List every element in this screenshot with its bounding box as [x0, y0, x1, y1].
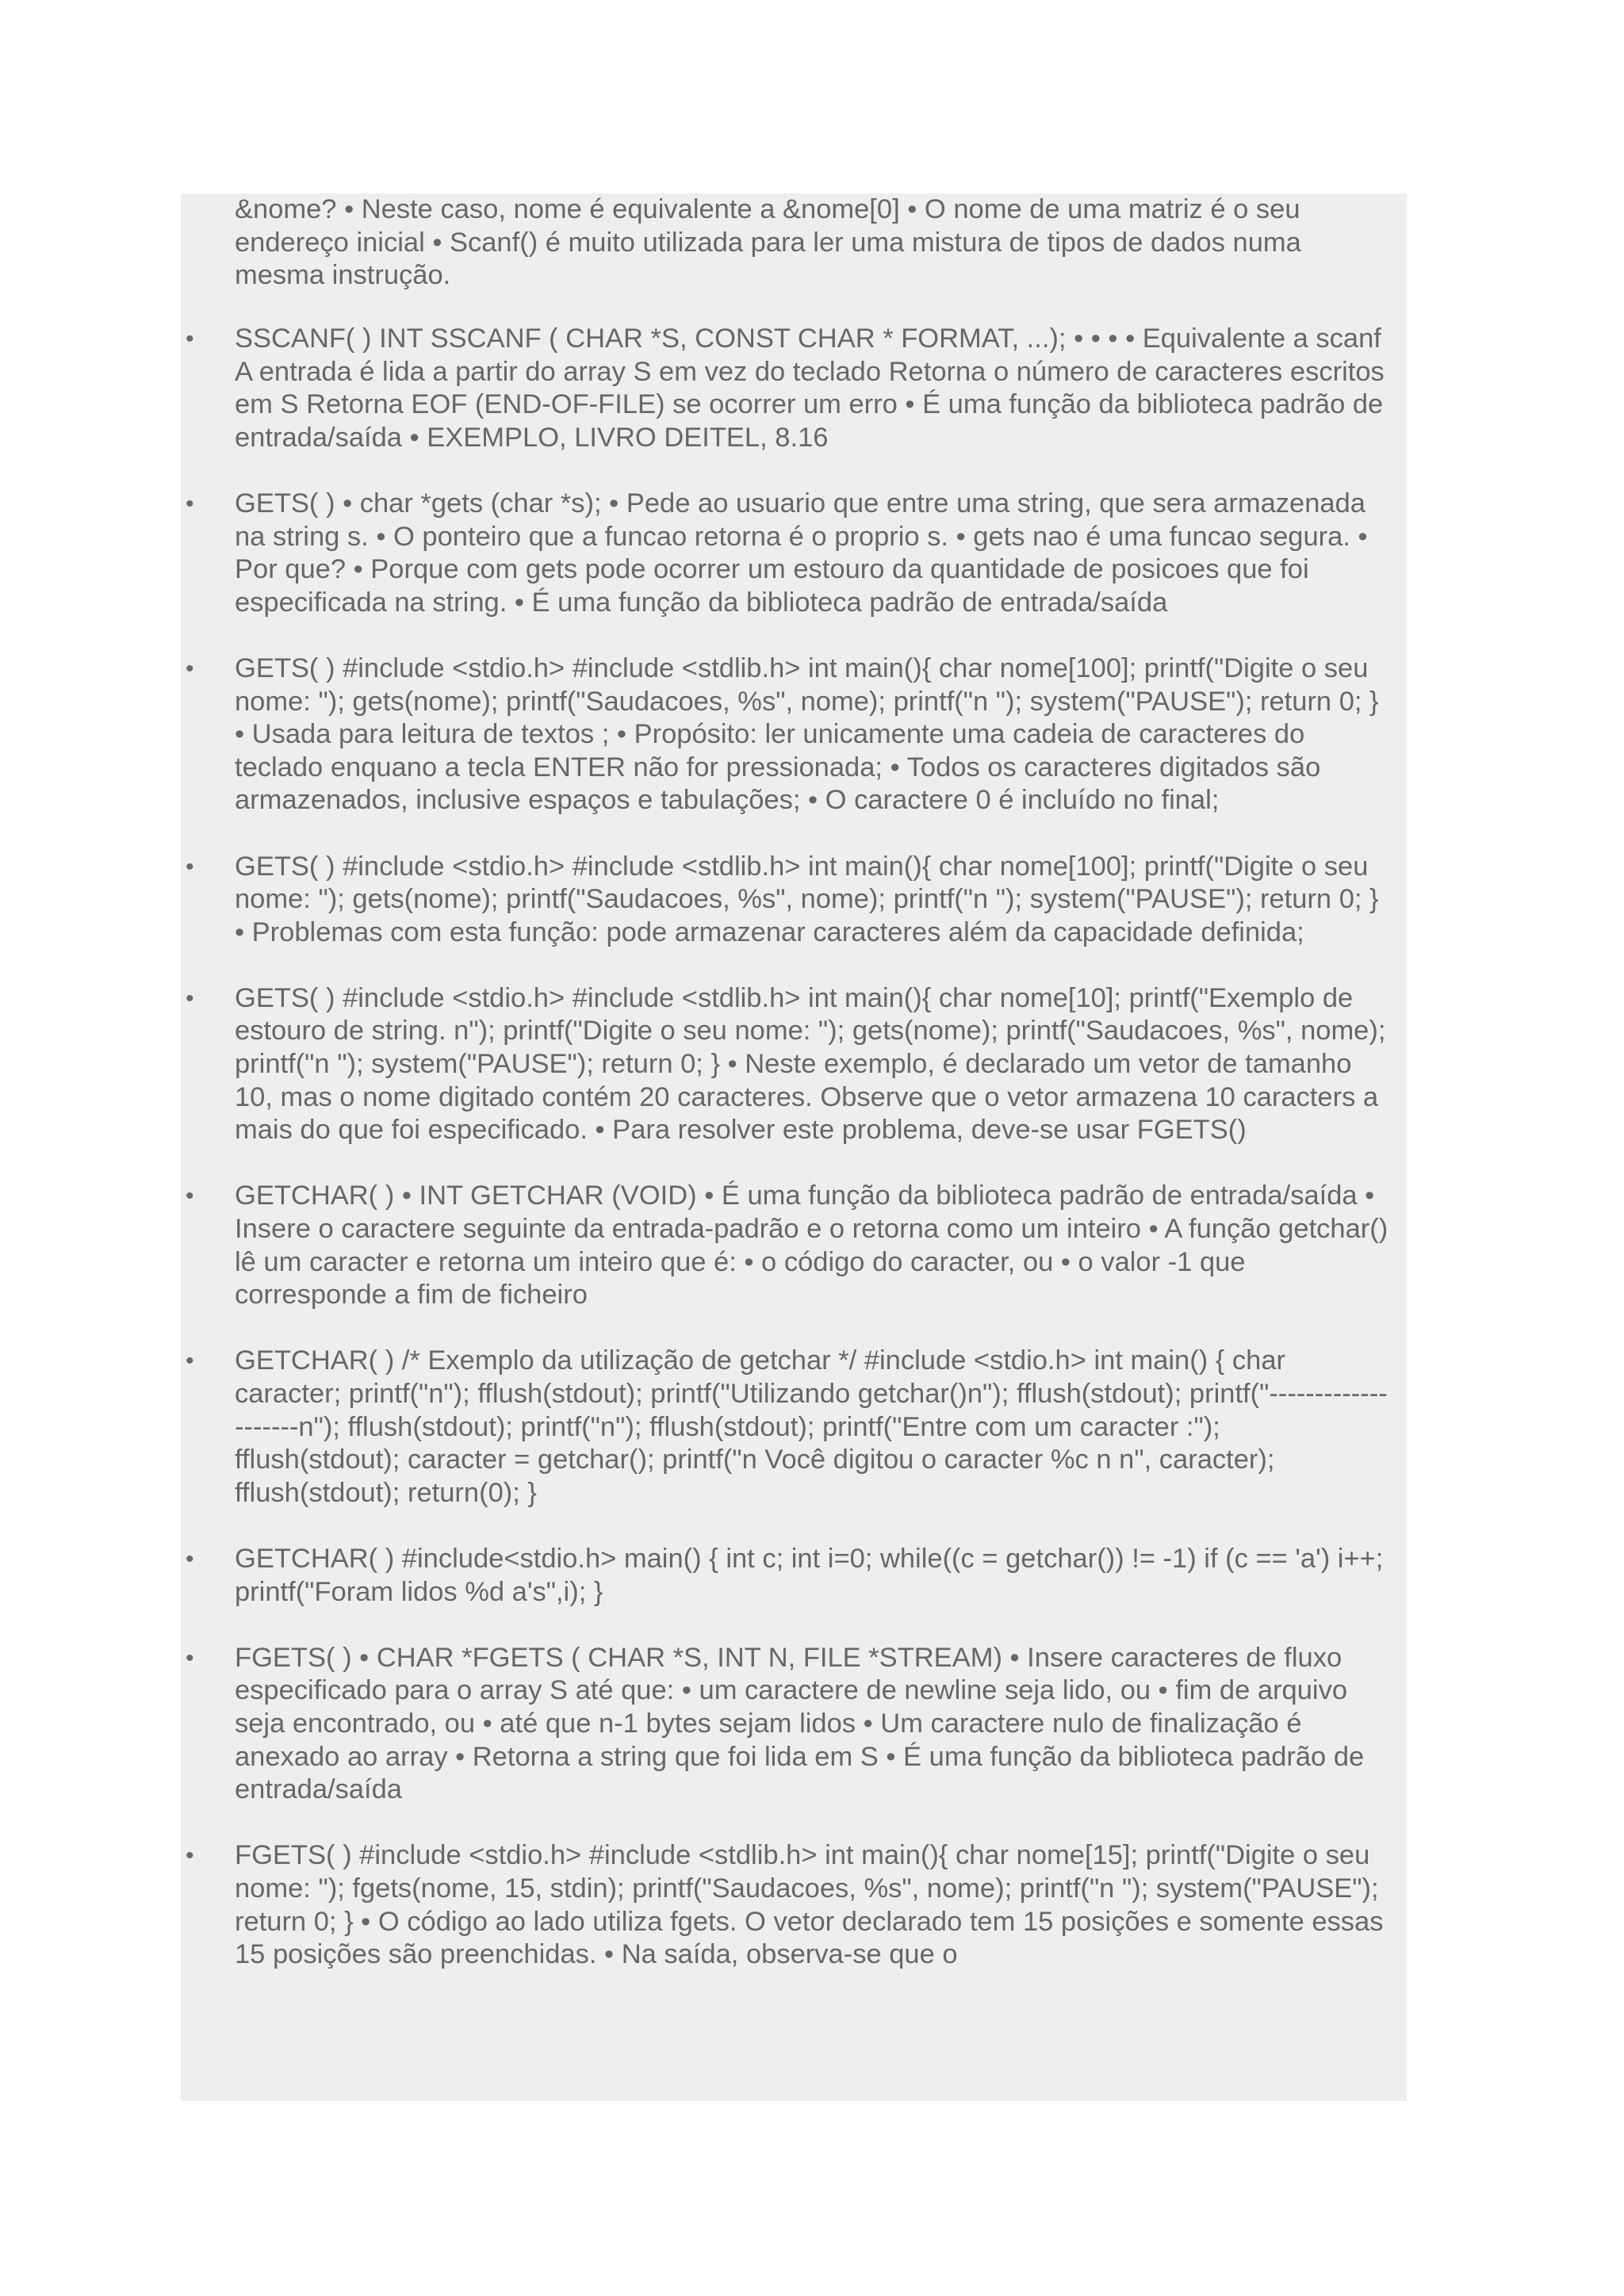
list-item [181, 1345, 1392, 1510]
list-item [181, 1543, 1392, 1609]
bullet-icon: • [186, 326, 194, 352]
list-item-text: GETS( ) #include <stdio.h> #include <stdlib.h> int main(){ char nome[100]; printf("Digite o seu nome: "); gets(nome); printf("Saudacoes, %s", nome); printf("n "); system("PAUSE"); return 0; } • Problemas com esta função: pode armazenar caracteres além da capacidade definida; [235, 851, 1379, 947]
list-item-text: FGETS( ) #include <stdio.h> #include <stdlib.h> int main(){ char nome[15]; printf("Digite o seu nome: "); fgets(nome, 15, stdin); printf("Saudacoes, %s", nome); printf("n "); system("PAUSE"); return 0; } • O código ao lado utiliza fgets. O vetor declarado tem 15 posições e somente essas 15 posições são preenchidas. • Na saída, observa-se que o [235, 1840, 1384, 1970]
list-item [181, 488, 1392, 619]
intro-paragraph: &nome? • Neste caso, nome é equivalente a &nome[0] • O nome de uma matriz é o seu endereço inicial • Scanf() é muito utilizada para ler uma mistura de tipos de dados numa mesma instrução. [235, 194, 1301, 291]
bullet-icon: • [186, 853, 194, 880]
list-item-text: SSCANF( ) INT SSCANF ( CHAR *S, CONST CHAR * FORMAT, ...); • • • • Equivalente a scanf A entrada é lida a partir do array S em vez do teclado Retorna o número de caracteres escritos em S Retorna EOF (END-OF-FILE) se ocorrer um erro • É uma função da biblioteca padrão de entrada/saída • EXEMPLO, LIVRO DEITEL, 8.16 [235, 323, 1385, 453]
bullet-icon: • [186, 1644, 194, 1671]
list-item-text: GETCHAR( ) /* Exemplo da utilização de getchar */ #include <stdio.h> int main() { char caracter; printf("n"); fflush(stdout); printf("Utilizando getchar()n"); fflush(stdout); printf("--------------------n"); fflush(stdout); printf("n"); fflush(stdout); printf("Entre com um caracter :"); fflush(stdout); caracter = getchar(); printf("n Você digitou o caracter %c n n", caracter); fflush(stdout); return(0); } [235, 1345, 1388, 1508]
list-item-text: GETS( ) #include <stdio.h> #include <stdlib.h> int main(){ char nome[10]; printf("Exemplo de estouro de string. n"); printf("Digite o seu nome: "); gets(nome); printf("Saudacoes, %s", nome); printf("n "); system("PAUSE"); return 0; } • Neste exemplo, é declarado um vetor de tamanho 10, mas o nome digitado contém 20 caracteres. Observe que o vetor armazena 10 caracters a mais do que foi especificado. • Para resolver este problema, deve-se usar FGETS() [235, 982, 1386, 1146]
list-item-text: GETS( ) • char *gets (char *s); • Pede ao usuario que entre uma string, que sera armazenada na string s. • O ponteiro que a funcao retorna é o proprio s. • gets nao é uma funcao segura. • Por que? • Porque com gets pode ocorrer um estouro da quantidade de posicoes que foi especificada na string. • É uma função da biblioteca padrão de entrada/saída [235, 488, 1368, 618]
list-item [181, 323, 1392, 454]
list-item-text: FGETS( ) • CHAR *FGETS ( CHAR *S, INT N, FILE *STREAM) • Insere caracteres de fluxo especificado para o array S até que: • um caractere de newline seja lido, ou • fim de arquivo seja encontrado, ou • até que n-1 bytes sejam lidos • Um caractere nulo de finalização é anexado ao array • Retorna a string que foi lida em S • É uma função da biblioteca padrão de entrada/saída [235, 1642, 1365, 1805]
list-item [181, 851, 1392, 950]
list-item-text: GETCHAR( ) • INT GETCHAR (VOID) • É uma função da biblioteca padrão de entrada/saída • Insere o caractere seguinte da entrada-padrão e o retorna como um inteiro • A função getchar() lê um caracter e retorna um inteiro que é: • o código do caracter, ou • o valor -1 que corresponde a fim de ficheiro [235, 1181, 1388, 1311]
list-item [181, 1839, 1392, 1971]
topic-list [181, 323, 1407, 2004]
list-item-text: GETS( ) #include <stdio.h> #include <stdlib.h> int main(){ char nome[100]; printf("Digite o seu nome: "); gets(nome); printf("Saudacoes, %s", nome); printf("n "); system("PAUSE"); return 0; } • Usada para leitura de textos ; • Propósito: ler unicamente uma cadeia de caracteres do teclado enquano a tecla ENTER não for pressionada; • Todos os caracteres digitados são armazenados, inclusive espaços e tabulações; • O caractere 0 é incluído no final; [235, 652, 1379, 816]
bullet-icon: • [186, 1545, 194, 1572]
bullet-icon: • [186, 655, 194, 682]
bullet-icon: • [186, 490, 194, 517]
list-item-text: GETCHAR( ) #include<stdio.h> main() { int c; int i=0; while((c = getchar()) != -1) if (c == 'a') i++; printf("Foram lidos %d a's",i); } [235, 1543, 1384, 1607]
list-item [181, 982, 1392, 1147]
document-panel [181, 193, 1407, 2101]
list-item [181, 652, 1392, 817]
bullet-icon: • [186, 1183, 194, 1210]
list-item [181, 1180, 1392, 1311]
list-item [181, 1642, 1392, 1807]
bullet-icon: • [186, 1348, 194, 1375]
bullet-icon: • [186, 985, 194, 1012]
bullet-icon: • [186, 1843, 194, 1869]
